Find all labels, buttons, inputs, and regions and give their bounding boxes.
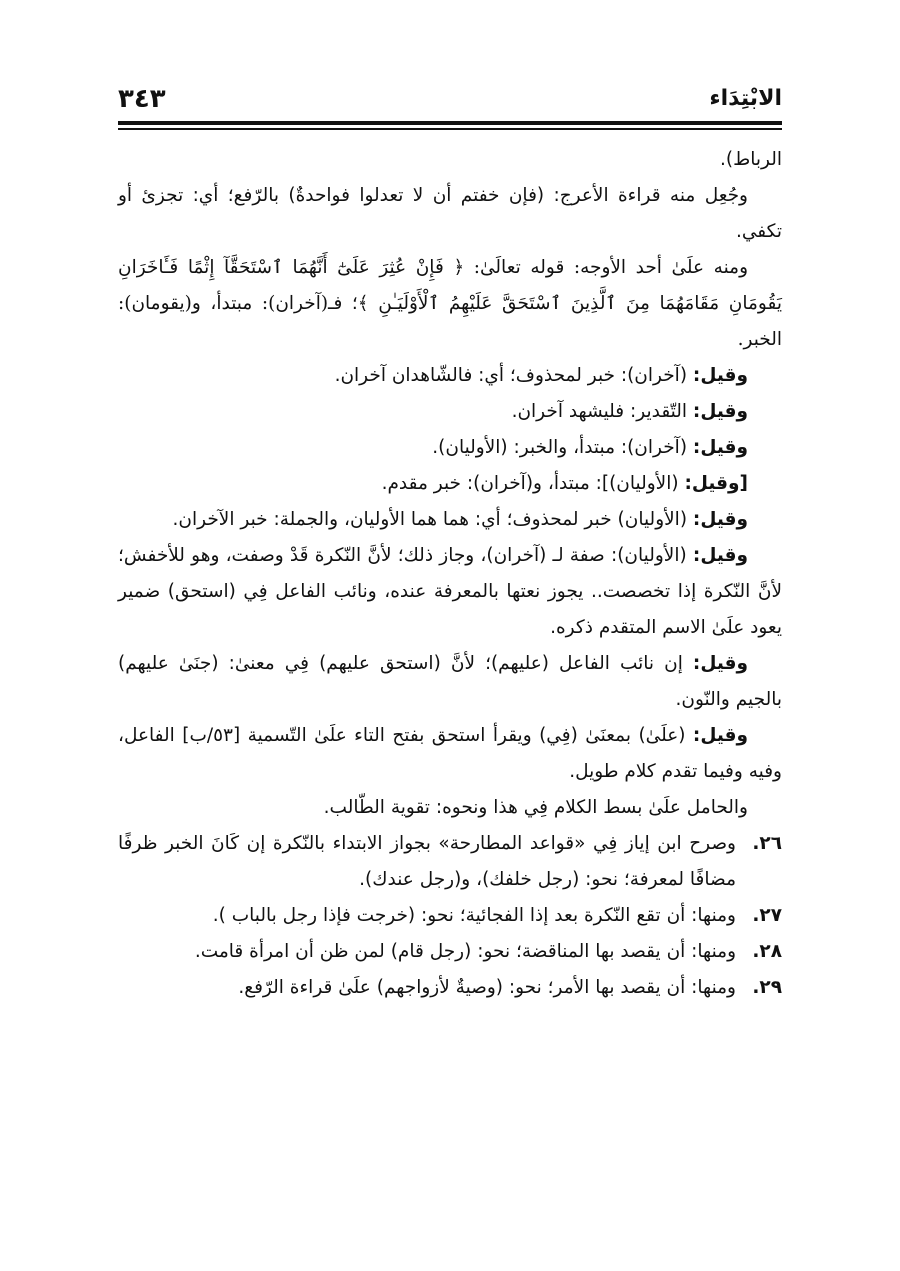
paragraph-keyword: وقيل: bbox=[692, 437, 748, 458]
paragraph-text: (علَىٰ) بمعنَىٰ (فِي) ويقرأ استحق بفتح التاء علَىٰ التّسمية [٥٣/ب] الفاعل، وفيه وفيما تقدم كلام طويل. bbox=[118, 725, 782, 782]
numbered-item bbox=[118, 970, 782, 1006]
paragraph bbox=[118, 718, 782, 790]
numbered-item bbox=[118, 826, 782, 898]
paragraph-text: الرباط). bbox=[720, 149, 782, 170]
item-number: ٢٦. bbox=[752, 833, 782, 854]
header-rule-thick bbox=[118, 121, 782, 125]
paragraph-text: (الأوليان) خبر لمحذوف؛ أي: هما هما الأوليان، والجملة: خبر الآخران. bbox=[172, 509, 693, 530]
paragraph-text: التّقدير: فليشهد آخران. bbox=[511, 401, 693, 422]
paragraph-text: وجُعِل منه قراءة الأعرج: (فإن خفتم أن لا تعدلوا فواحدةٌ) بالرّفع؛ أي: تجزئ أو تكفي. bbox=[118, 185, 782, 242]
paragraph-keyword: وقيل: bbox=[692, 509, 748, 530]
paragraph-text: إن نائب الفاعل (عليهم)؛ لأنَّ (استحق عليهم) فِي معنىٰ: (جنَىٰ عليهم) بالجيم والنّون. bbox=[118, 653, 782, 710]
paragraph bbox=[118, 790, 782, 826]
numbered-item bbox=[118, 934, 782, 970]
paragraph bbox=[118, 178, 782, 250]
paragraph-keyword: وقيل: bbox=[692, 545, 748, 566]
item-text: ومنها: أن يقصد بها الأمر؛ نحو: (وصيةٌ لأزواجهم) علَىٰ قراءة الرّفع. bbox=[238, 977, 736, 998]
paragraph-text: (آخران): خبر لمحذوف؛ أي: فالشّاهدان آخران. bbox=[334, 365, 693, 386]
item-text: ومنها: أن تقع النّكرة بعد إذا الفجائية؛ نحو: (خرجت فإذا رجل بالباب ). bbox=[212, 905, 736, 926]
page-body bbox=[118, 142, 782, 1006]
paragraph-text: (آخران): مبتدأ، والخبر: (الأوليان). bbox=[432, 437, 693, 458]
item-number: ٢٨. bbox=[752, 941, 782, 962]
item-number: ٢٩. bbox=[752, 977, 782, 998]
paragraph-keyword: وقيل: bbox=[692, 365, 748, 386]
paragraph bbox=[118, 538, 782, 646]
paragraph bbox=[118, 142, 782, 178]
page-number: ٣٤٣ bbox=[118, 84, 166, 114]
paragraph bbox=[118, 466, 782, 502]
paragraph bbox=[118, 394, 782, 430]
paragraph-keyword: وقيل: bbox=[692, 653, 748, 674]
item-text: ومنها: أن يقصد بها المناقضة؛ نحو: (رجل قام) لمن ظن أن امرأة قامت. bbox=[194, 941, 736, 962]
paragraph-text: (الأوليان)]: مبتدأ، و(آخران): خبر مقدم. bbox=[381, 473, 685, 494]
paragraph-text: والحامل علَىٰ بسط الكلام فِي هذا ونحوه: تقوية الطّالب. bbox=[323, 797, 748, 818]
paragraph-keyword: وقيل: bbox=[692, 401, 748, 422]
paragraph-text: (الأوليان): صفة لـ (آخران)، وجاز ذلك؛ لأنَّ النّكرة قَدْ وصفت، وهو للأخفش؛ لأنَّ النّكرة إذا تخصصت.. يجوز نعتها بالمعرفة عنده، ونائب الفاعل فِي (استحق) ضمير يعود علَىٰ الاسم المتقدم ذكره. bbox=[118, 545, 782, 638]
item-number: ٢٧. bbox=[752, 905, 782, 926]
paragraph bbox=[118, 358, 782, 394]
paragraph-quran-citation bbox=[118, 250, 782, 358]
item-text: وصرح ابن إياز فِي «قواعد المطارحة» بجواز الابتداء بالنّكرة إن كَانَ الخبر ظرفًا مضافًا لمعرفة؛ نحو: (رجل خلفك)، و(رجل عندك). bbox=[118, 833, 736, 890]
paragraph-text: ومنه علَىٰ أحد الأوجه: قوله تعالَىٰ: ﴿ فَإِنْ عُثِرَ عَلَىٰٓ أَنَّهُمَا ٱسْتَحَقَّآ إِثْمًا فَـَٔاخَرَانِ يَقُومَانِ مَقَامَهُمَا مِنَ ٱلَّذِينَ ٱسْتَحَقَّ عَلَيْهِمُ ٱلْأَوْلَيَـٰنِ ﴾؛ فـ(آخران): مبتدأ، و(يقومان): الخبر. bbox=[118, 257, 782, 350]
running-title: الابْتِدَاء bbox=[709, 86, 782, 111]
paragraph bbox=[118, 502, 782, 538]
paragraph-keyword: وقيل: bbox=[692, 725, 748, 746]
paragraph bbox=[118, 430, 782, 466]
numbered-item bbox=[118, 898, 782, 934]
paragraph bbox=[118, 646, 782, 718]
header-rule-thin bbox=[118, 128, 782, 130]
page-header bbox=[118, 82, 782, 118]
paragraph-keyword: [وقيل: bbox=[684, 473, 748, 494]
